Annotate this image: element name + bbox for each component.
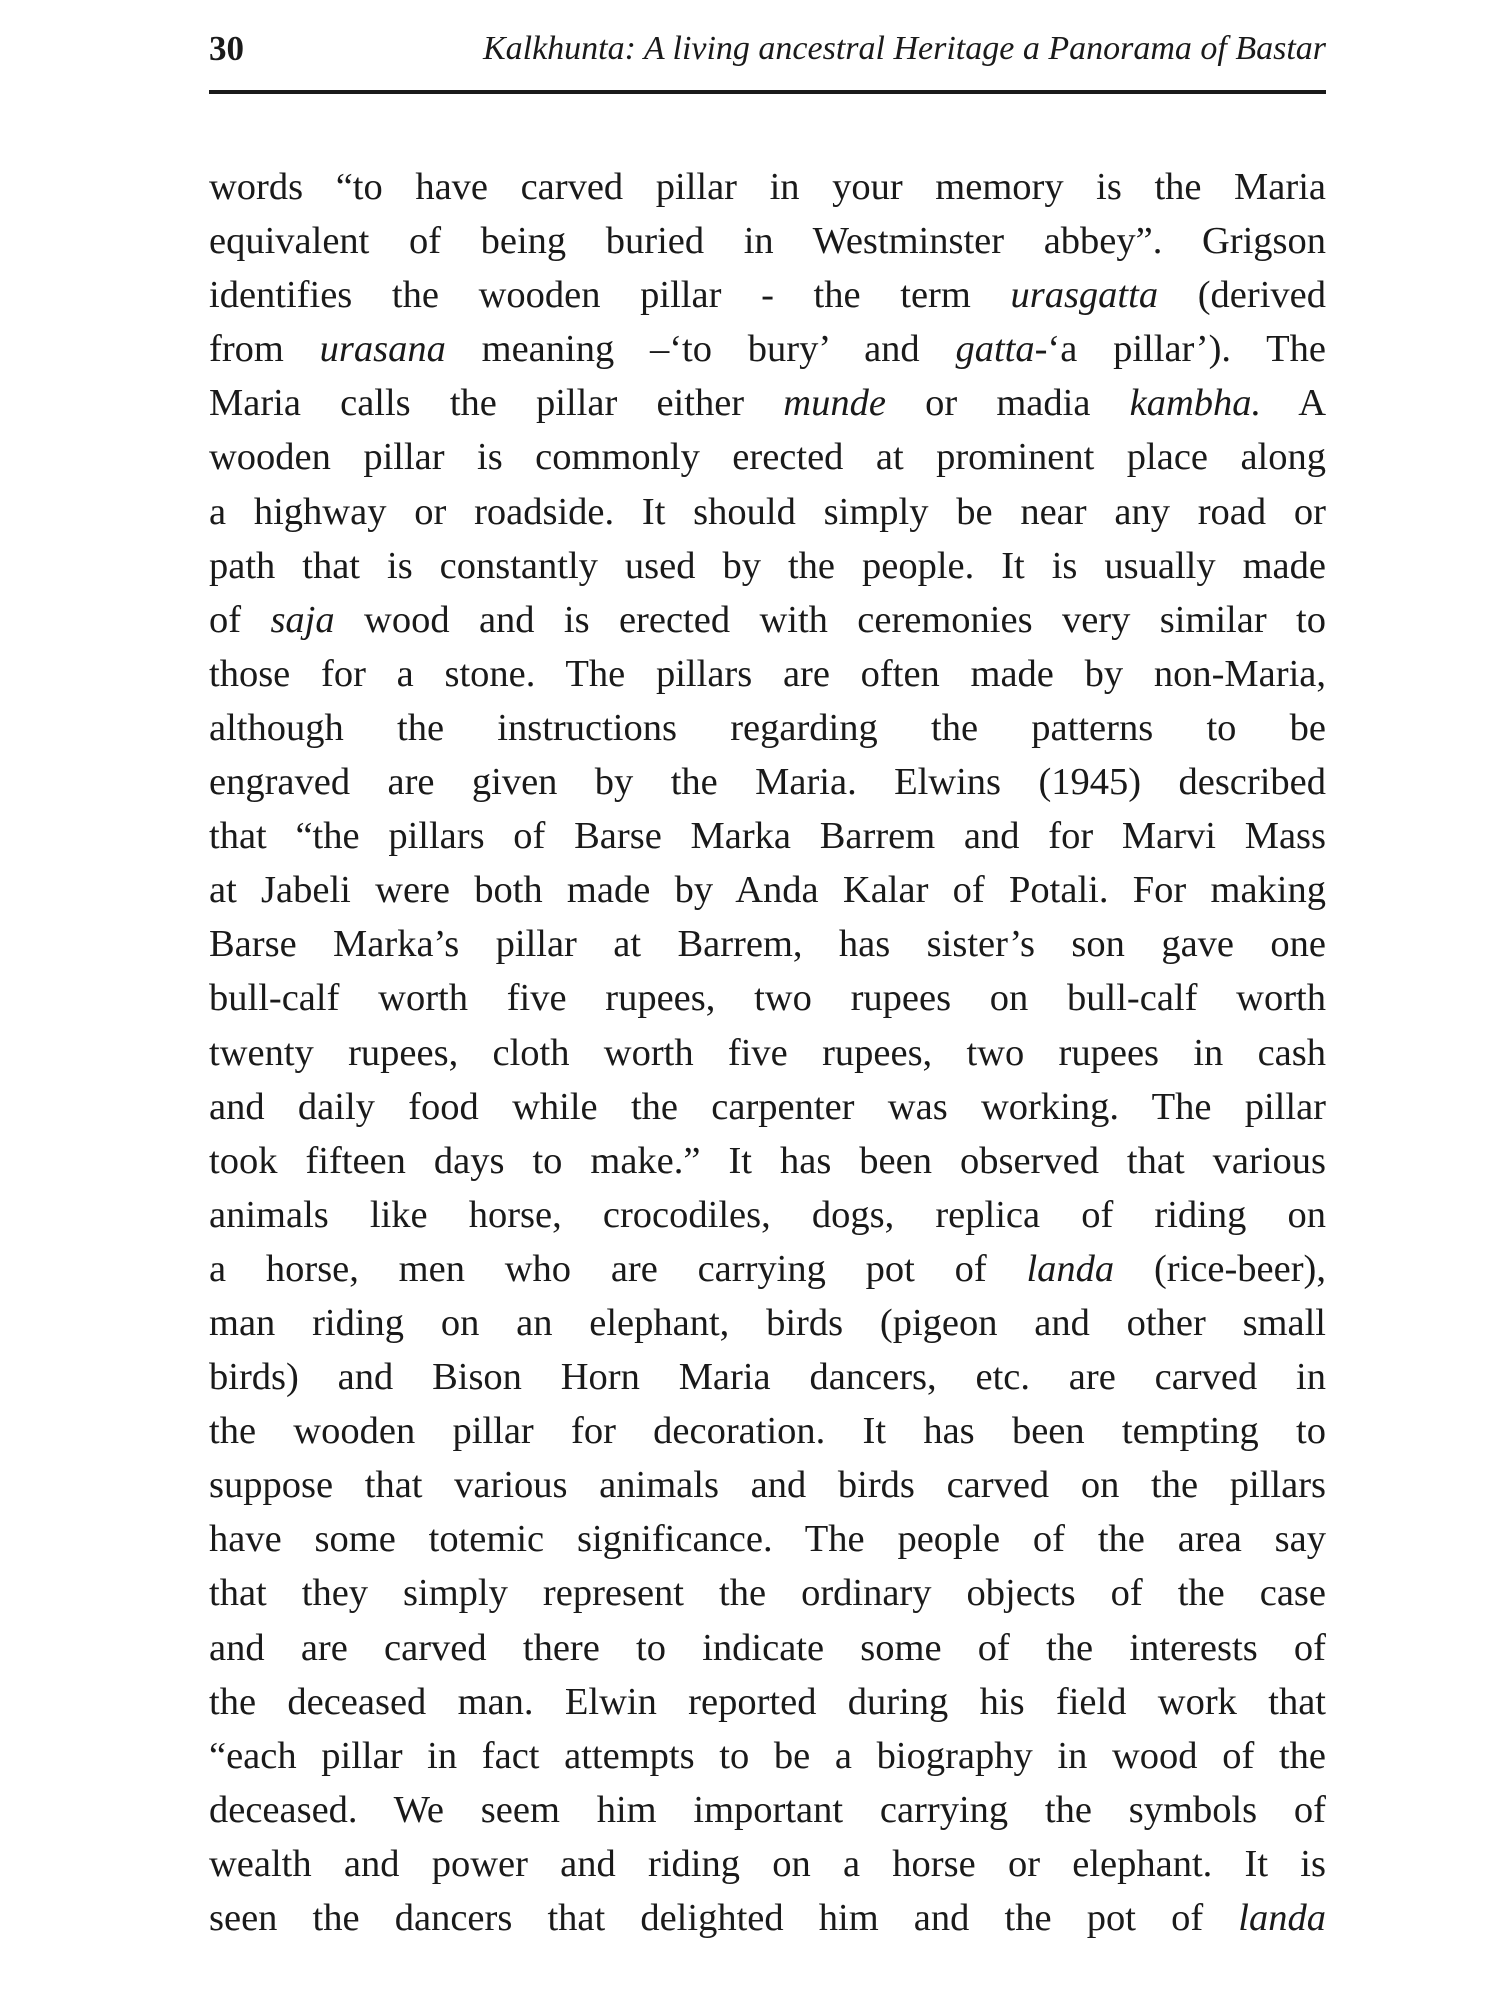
text-segment: suppose that various animals and birds carved on the pillars bbox=[209, 1464, 1326, 1507]
text-segment: and are carved there to indicate some of the interests of bbox=[209, 1626, 1326, 1669]
italic-term: gatta bbox=[955, 328, 1035, 371]
text-line bbox=[209, 1134, 1326, 1188]
text-line bbox=[209, 1350, 1326, 1404]
text-segment: a highway or roadside. It should simply be near any road or bbox=[209, 490, 1326, 533]
text-segment: wood and is erected with ceremonies very similar to bbox=[334, 598, 1326, 641]
text-segment: identifies the wooden pillar - the term bbox=[209, 274, 1011, 317]
text-segment: at Jabeli were both made by Anda Kalar of Potali. For making bbox=[209, 869, 1326, 912]
text-line bbox=[209, 539, 1326, 593]
text-segment: seen the dancers that delighted him and the pot of bbox=[209, 1897, 1239, 1939]
text-segment: bull-calf worth five rupees, two rupees on bull-calf worth bbox=[209, 977, 1326, 1020]
running-title: Kalkhunta: A living ancestral Heritage a Panorama of Bastar bbox=[482, 30, 1326, 67]
text-segment: although the instructions regarding the patterns to be bbox=[209, 706, 1326, 749]
text-segment: wooden pillar is commonly erected at prominent place along bbox=[209, 436, 1326, 479]
text-segment: A bbox=[1261, 382, 1326, 425]
text-line bbox=[209, 214, 1326, 268]
text-segment: wealth and power and riding on a horse or elephant. It is bbox=[209, 1842, 1326, 1885]
text-segment: path that is constantly used by the people. It is usually made bbox=[209, 544, 1326, 587]
text-line bbox=[209, 268, 1326, 322]
text-segment: the deceased man. Elwin reported during his field work that bbox=[209, 1680, 1326, 1723]
text-segment: Maria calls the pillar either bbox=[209, 382, 784, 425]
text-line bbox=[209, 1026, 1326, 1080]
text-line bbox=[209, 1404, 1326, 1458]
text-segment: that “the pillars of Barse Marka Barrem and for Marvi Mass bbox=[209, 815, 1326, 858]
text-segment: birds) and Bison Horn Maria dancers, etc. are carved in bbox=[209, 1356, 1326, 1399]
header-rule bbox=[209, 90, 1326, 94]
italic-term: urasgatta bbox=[1010, 274, 1159, 317]
italic-term: kambha. bbox=[1129, 382, 1262, 425]
text-line bbox=[209, 647, 1326, 701]
text-line bbox=[209, 917, 1326, 971]
text-segment: those for a stone. The pillars are often made by non-Maria, bbox=[209, 652, 1326, 695]
text-line bbox=[209, 593, 1326, 647]
text-segment: man riding on an elephant, birds (pigeon and other small bbox=[209, 1301, 1326, 1344]
text-line bbox=[209, 1675, 1326, 1729]
text-line bbox=[209, 755, 1326, 809]
text-line bbox=[209, 1242, 1326, 1296]
italic-term: landa bbox=[1026, 1247, 1115, 1290]
text-line bbox=[209, 1458, 1326, 1512]
text-segment: animals like horse, crocodiles, dogs, replica of riding on bbox=[209, 1193, 1326, 1236]
text-segment: Barse Marka’s pillar at Barrem, has sister’s son gave one bbox=[209, 923, 1326, 966]
text-segment: the wooden pillar for decoration. It has been tempting to bbox=[209, 1410, 1326, 1453]
text-line bbox=[209, 322, 1326, 376]
text-line bbox=[209, 1621, 1326, 1675]
text-segment: meaning –‘to bury’ and bbox=[445, 328, 956, 371]
text-line bbox=[209, 1296, 1326, 1350]
text-segment: -‘a pillar’). The bbox=[1034, 328, 1326, 371]
text-line bbox=[209, 809, 1326, 863]
text-line bbox=[209, 1512, 1326, 1566]
text-segment: (rice-beer), bbox=[1114, 1247, 1326, 1290]
text-line bbox=[209, 1891, 1326, 1945]
running-header bbox=[209, 28, 1326, 88]
text-segment: words “to have carved pillar in your memory is the Maria bbox=[209, 166, 1326, 208]
text-segment: deceased. We seem him important carrying the symbols of bbox=[209, 1788, 1326, 1831]
text-segment: and daily food while the carpenter was working. The pillar bbox=[209, 1085, 1326, 1128]
text-line bbox=[209, 430, 1326, 484]
text-line bbox=[209, 485, 1326, 539]
text-segment: that they simply represent the ordinary objects of the case bbox=[209, 1572, 1326, 1615]
text-segment: or madia bbox=[885, 382, 1130, 425]
text-line bbox=[209, 1837, 1326, 1891]
text-line bbox=[209, 1188, 1326, 1242]
text-line bbox=[209, 1729, 1326, 1783]
text-line bbox=[209, 971, 1326, 1025]
text-segment: a horse, men who are carrying pot of bbox=[209, 1247, 1027, 1290]
text-segment: equivalent of being buried in Westminster abbey”. Grigson bbox=[209, 220, 1326, 263]
text-segment: took fifteen days to make.” It has been observed that various bbox=[209, 1139, 1326, 1182]
page-number: 30 bbox=[209, 29, 244, 68]
italic-term: landa bbox=[1238, 1897, 1326, 1939]
body-paragraph bbox=[209, 160, 1326, 1945]
text-line bbox=[209, 1080, 1326, 1134]
italic-term: munde bbox=[783, 382, 886, 425]
text-line bbox=[209, 1783, 1326, 1837]
text-segment: have some totemic significance. The people of the area say bbox=[209, 1518, 1326, 1561]
text-segment: twenty rupees, cloth worth five rupees, two rupees in cash bbox=[209, 1031, 1326, 1074]
text-line bbox=[209, 863, 1326, 917]
text-line bbox=[209, 1566, 1326, 1620]
text-segment: from bbox=[209, 328, 320, 371]
text-segment: “each pillar in fact attempts to be a biography in wood of the bbox=[209, 1734, 1326, 1777]
text-line bbox=[209, 160, 1326, 214]
italic-term: saja bbox=[270, 598, 335, 641]
text-line bbox=[209, 701, 1326, 755]
text-segment: engraved are given by the Maria. Elwins (1945) described bbox=[209, 761, 1326, 804]
text-line bbox=[209, 376, 1326, 430]
text-segment: of bbox=[209, 598, 271, 641]
text-segment: (derived bbox=[1158, 274, 1326, 317]
italic-term: urasana bbox=[319, 328, 446, 371]
